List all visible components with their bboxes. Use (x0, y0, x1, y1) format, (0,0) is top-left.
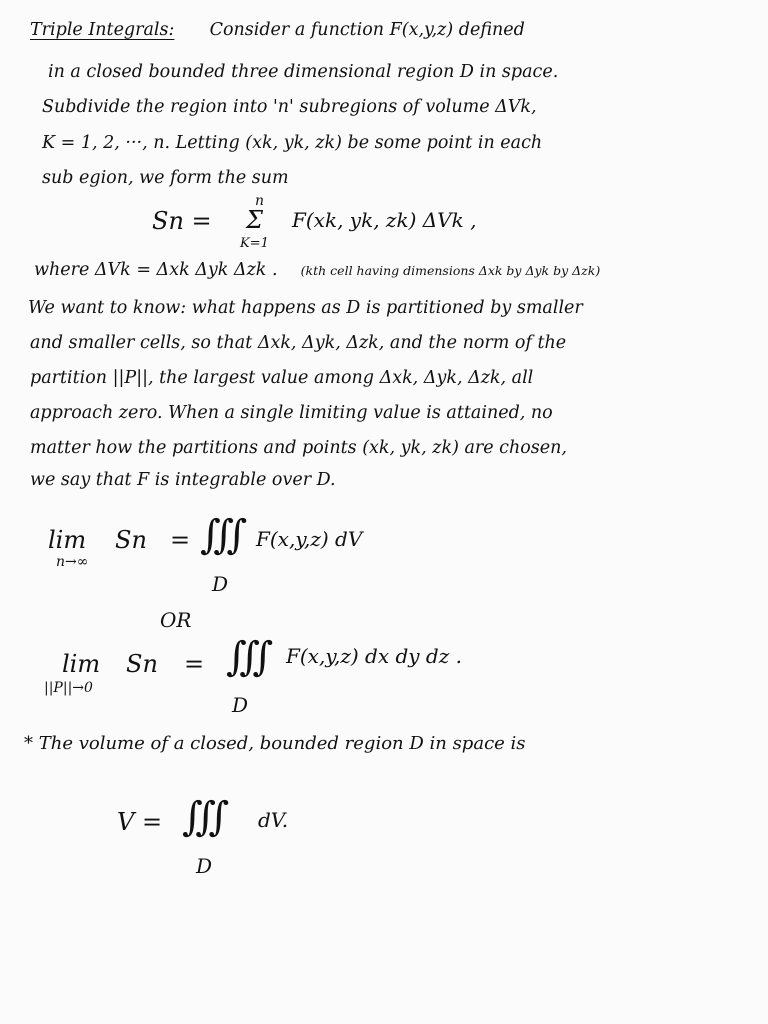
integrand: F(x,y,z) dV (256, 527, 363, 551)
triple-integral-symbol: ∭ (200, 512, 248, 558)
lim-label: lim (48, 526, 87, 554)
triple-integral-symbol: ∭ (226, 634, 274, 680)
intro-line-5: sub egion, we form the sum (42, 168, 289, 188)
equals-sign: = (170, 526, 191, 554)
sn-symbol: Sn (115, 526, 147, 554)
sn-symbol: Sn (126, 650, 158, 678)
integrand: F(x,y,z) dx dy dz . (286, 644, 462, 668)
paragraph-line-6: we say that F is integrable over D. (30, 470, 336, 490)
region-label: D (196, 854, 213, 878)
sigma-symbol: Σ (246, 206, 263, 234)
region-label: D (212, 572, 229, 596)
volume-lhs: V = (117, 808, 163, 836)
lim-subscript: ||P||→0 (44, 680, 93, 696)
paragraph-line-5: matter how the partitions and points (xk, yk, zk) are chosen, (30, 438, 567, 458)
paragraph-line-3: partition ||P||, the largest value among Δxk, Δyk, Δzk, all (30, 368, 534, 388)
intro-line-1-text: Consider a function F(x,y,z) defined (209, 20, 525, 40)
intro-line-3: Subdivide the region into 'n' subregions of volume ΔVk, (42, 97, 537, 117)
sum-rhs: F(xk, yk, zk) ΔVk , (292, 208, 477, 232)
intro-line-4: K = 1, 2, ···, n. Letting (xk, yk, zk) be some point in each (42, 133, 543, 153)
section-title: Triple Integrals: (30, 20, 175, 40)
lim-label: lim (62, 650, 101, 678)
sum-lhs: Sn = (152, 207, 212, 235)
paragraph-line-1: We want to know: what happens as D is partitioned by smaller (28, 298, 583, 318)
paragraph-line-4: approach zero. When a single limiting value is attained, no (30, 403, 553, 423)
intro-line-2: in a closed bounded three dimensional region D in space. (48, 62, 559, 82)
cell-dimension-note: (kth cell having dimensions Δxk by Δyk by Δzk) (300, 263, 601, 278)
where-line (34, 262, 600, 280)
volume-note: * The volume of a closed, bounded region D in space is (24, 733, 526, 754)
region-label: D (232, 693, 249, 717)
sum-upper-limit: n (255, 193, 265, 209)
where-main: where ΔVk = Δxk Δyk Δzk . (34, 260, 278, 280)
sum-lower-limit: K=1 (240, 236, 269, 251)
or-label: OR (160, 608, 192, 632)
equals-sign: = (184, 650, 205, 678)
triple-integral-symbol: ∭ (182, 794, 230, 840)
volume-integrand: dV. (258, 808, 289, 832)
intro-line-1 (30, 22, 525, 40)
paragraph-line-2: and smaller cells, so that Δxk, Δyk, Δzk, and the norm of the (30, 333, 567, 353)
lim-subscript: n→∞ (56, 554, 89, 570)
